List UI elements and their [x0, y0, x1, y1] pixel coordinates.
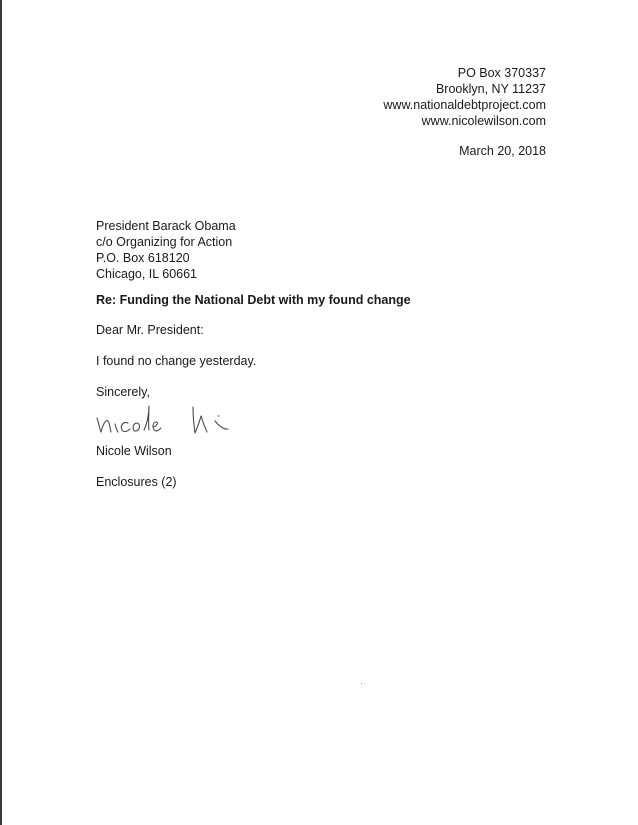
sender-website-2: www.nicolewilson.com	[421, 114, 546, 128]
handwritten-signature-icon	[94, 394, 264, 446]
recipient-name: President Barack Obama	[96, 219, 236, 233]
letter-date: March 20, 2018	[459, 144, 546, 158]
recipient-po-box: P.O. Box 618120	[96, 251, 190, 265]
letter-subject: Re: Funding the National Debt with my found change	[96, 293, 411, 307]
letter-closing: Sincerely,	[96, 385, 150, 399]
sender-address-line2: Brooklyn, NY 11237	[435, 82, 546, 96]
sender-address-line1: PO Box 370337	[457, 66, 546, 80]
recipient-city-state-zip: Chicago, IL 60661	[96, 267, 198, 281]
letter-salutation: Dear Mr. President:	[96, 323, 204, 337]
recipient-organization: c/o Organizing for Action	[96, 235, 233, 249]
letter-body: I found no change yesterday.	[96, 354, 257, 368]
sender-website-1: www.nationaldebtproject.com	[383, 98, 546, 112]
signer-name: Nicole Wilson	[96, 444, 172, 458]
scan-edge	[0, 0, 2, 825]
enclosures-note: Enclosures (2)	[96, 475, 177, 489]
scan-speck	[361, 683, 362, 684]
